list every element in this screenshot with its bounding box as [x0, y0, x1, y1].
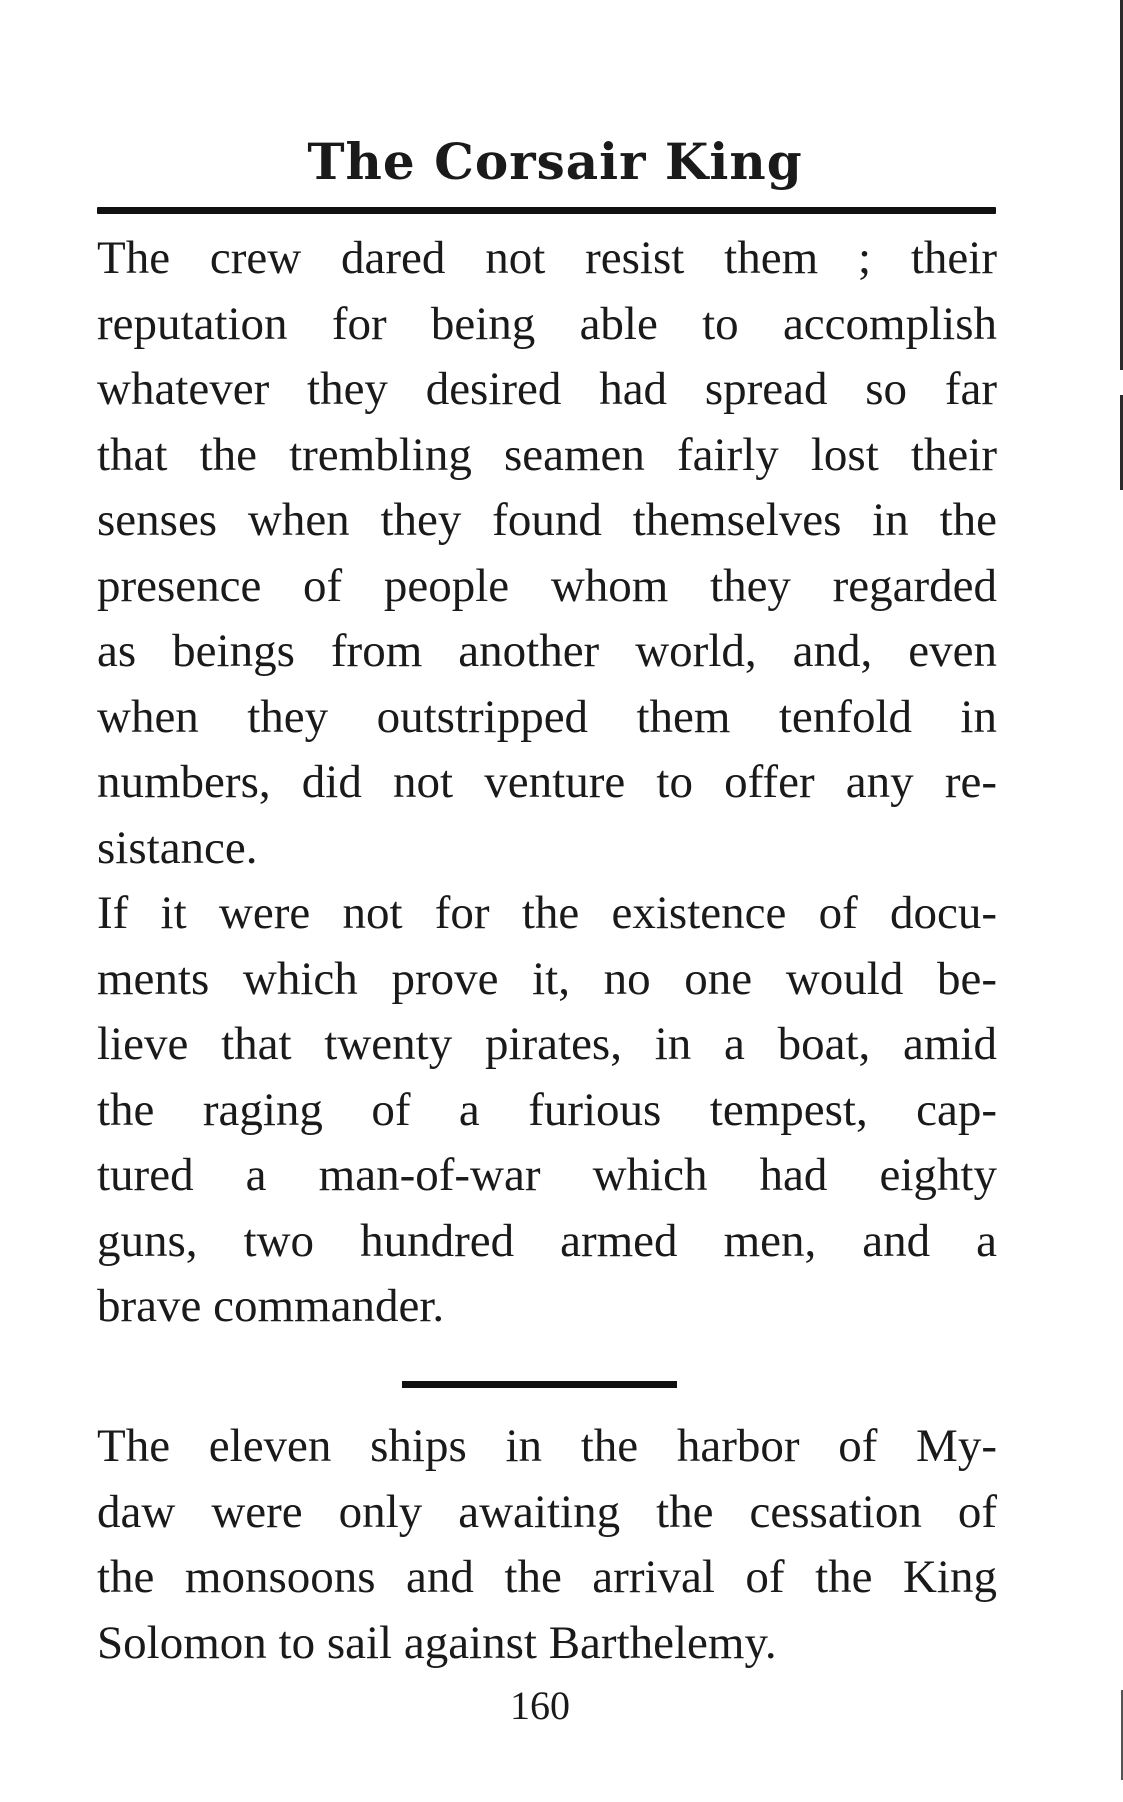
text-line: ments which prove it, no one would be-	[97, 952, 997, 1005]
text-line: whatever they desired had spread so far	[97, 363, 997, 415]
text-line: brave commander.	[97, 1280, 445, 1332]
running-title: The Corsair King	[307, 132, 803, 191]
text-line: Solomon to sail against Barthelemy.	[97, 1616, 777, 1669]
text-line: tured a man-of-war which had eighty	[97, 1149, 997, 1201]
text-line: presence of people whom they regarded	[97, 559, 997, 612]
paragraph-2	[97, 881, 997, 1340]
paragraph-3	[97, 1414, 997, 1676]
text-line: If it were not for the existence of docu-	[97, 887, 997, 939]
text-line: guns, two hundred armed men, and a	[97, 1214, 997, 1267]
section-divider	[402, 1381, 677, 1388]
text-line: the monsoons and the arrival of the King	[97, 1551, 997, 1603]
text-line: sistance.	[97, 821, 258, 874]
text-line: that the trembling seamen fairly lost their	[97, 428, 997, 481]
text-line: when they outstripped them tenfold in	[97, 690, 997, 743]
text-line: lieve that twenty pirates, in a boat, amid	[97, 1018, 997, 1070]
text-line: senses when they found themselves in the	[97, 494, 997, 546]
text-line: the raging of a furious tempest, cap-	[97, 1083, 997, 1136]
header-rule	[97, 207, 996, 214]
text-line: as beings from another world, and, even	[97, 625, 997, 677]
text-line: The crew dared not resist them ; their	[97, 232, 997, 284]
paragraph-1	[97, 226, 997, 881]
text-line: daw were only awaiting the cessation of	[97, 1485, 997, 1538]
text-line: The eleven ships in the harbor of My-	[97, 1420, 997, 1472]
text-line: numbers, did not venture to offer any re-	[97, 756, 997, 808]
page-number: 160	[510, 1683, 570, 1728]
text-line: reputation for being able to accomplish	[97, 297, 997, 350]
